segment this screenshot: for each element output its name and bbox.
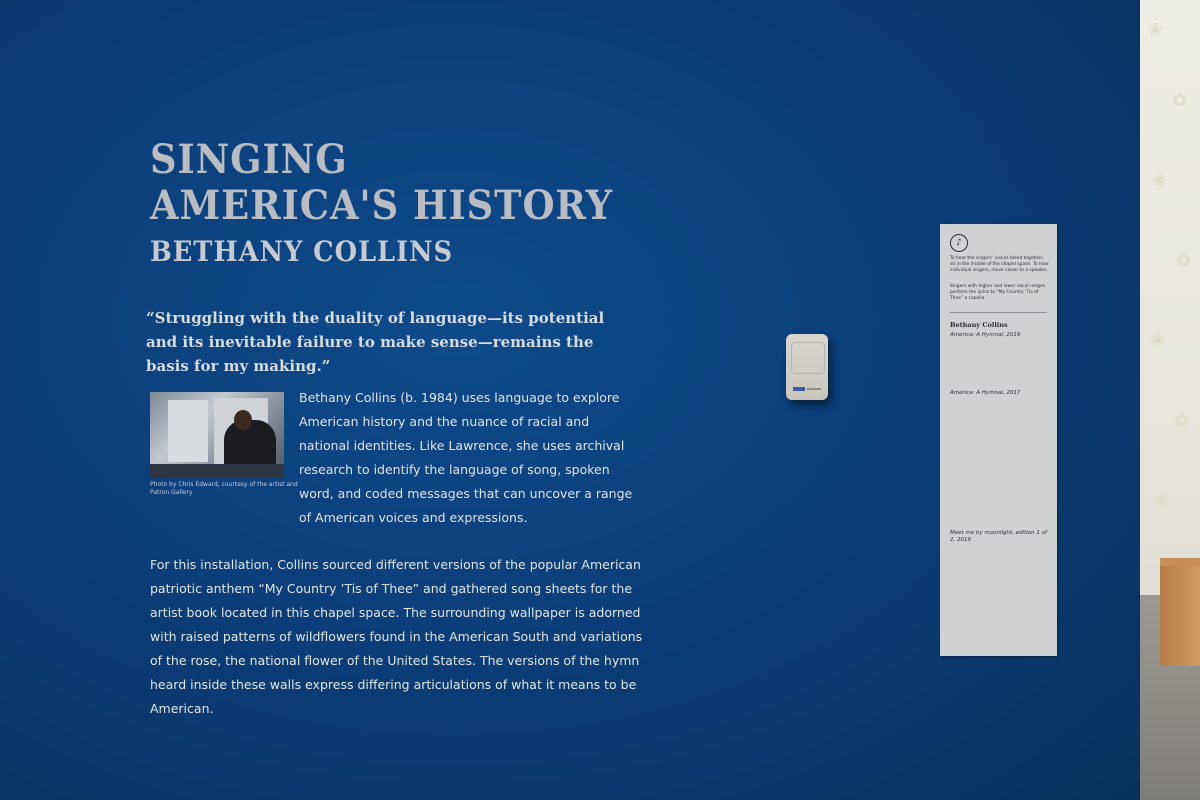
object-label-panel (940, 224, 1057, 656)
panel-work-1: America: A Hymnal, 2019 (950, 332, 1021, 338)
title-line-1: SINGING (150, 136, 348, 183)
artist-quote: “Struggling with the duality of language—its potential and its inevitable failure to make sense—remains the basis for my making.” (146, 309, 605, 375)
title-line-2: AMERICA'S HISTORY (150, 182, 613, 229)
panel-work-2: America: A Hymnal, 2017 (950, 390, 1021, 396)
panel-artist-name: Bethany Collins (950, 321, 1008, 329)
wooden-bench (1160, 558, 1200, 666)
panel-intro-2: Singers with higher and lower vocal ranges perform the lyrics to “My Country ’Tis of Thee” a capella. (950, 284, 1046, 301)
speaker-logo-icon (793, 387, 805, 391)
photo-caption: Photo by Chris Edward, courtesy of the artist and Patron Gallery (150, 481, 298, 496)
audio-speaker-device (786, 334, 828, 400)
exhibit-title (150, 136, 653, 268)
panel-intro: To hear the singers’ voices blend together, sit in the middle of the chapel space. To hear individual singers, move closer to a speaker. (950, 256, 1049, 273)
audio-ear-icon: ♪ (950, 234, 968, 252)
speaker-grill (791, 342, 825, 374)
installation-description: For this installation, Collins sourced different versions of the popular American patriotic anthem “My Country ’Tis of Thee” and gathered song sheets for the artist book located in this chapel space. The surrounding wallpaper is adorned with raised patterns of wildflowers found in the American South and variations of the rose, the national flower of the United States. The versions of the hymn heard inside these walls express differing articulations of what it means to be American. (150, 557, 643, 716)
panel-work-3: Meet me by moonlight, edition 1 of 2, 2019 (950, 530, 1047, 543)
floral-wallpaper-wall: ❀ ✿ ❀ ✿ ❀ ✿ ❀ (1140, 0, 1200, 800)
panel-divider (950, 312, 1047, 313)
artist-bio: Bethany Collins (b. 1984) uses language to explore American history and the nuance of racial and national identities. Like Lawrence, she uses archival research to identify the language of song, spoken word, and coded messages that can uncover a range of American voices and expressions. (299, 390, 633, 525)
speaker-label (807, 388, 821, 390)
artist-photo (150, 392, 284, 478)
artist-name: BETHANY COLLINS (150, 235, 453, 268)
